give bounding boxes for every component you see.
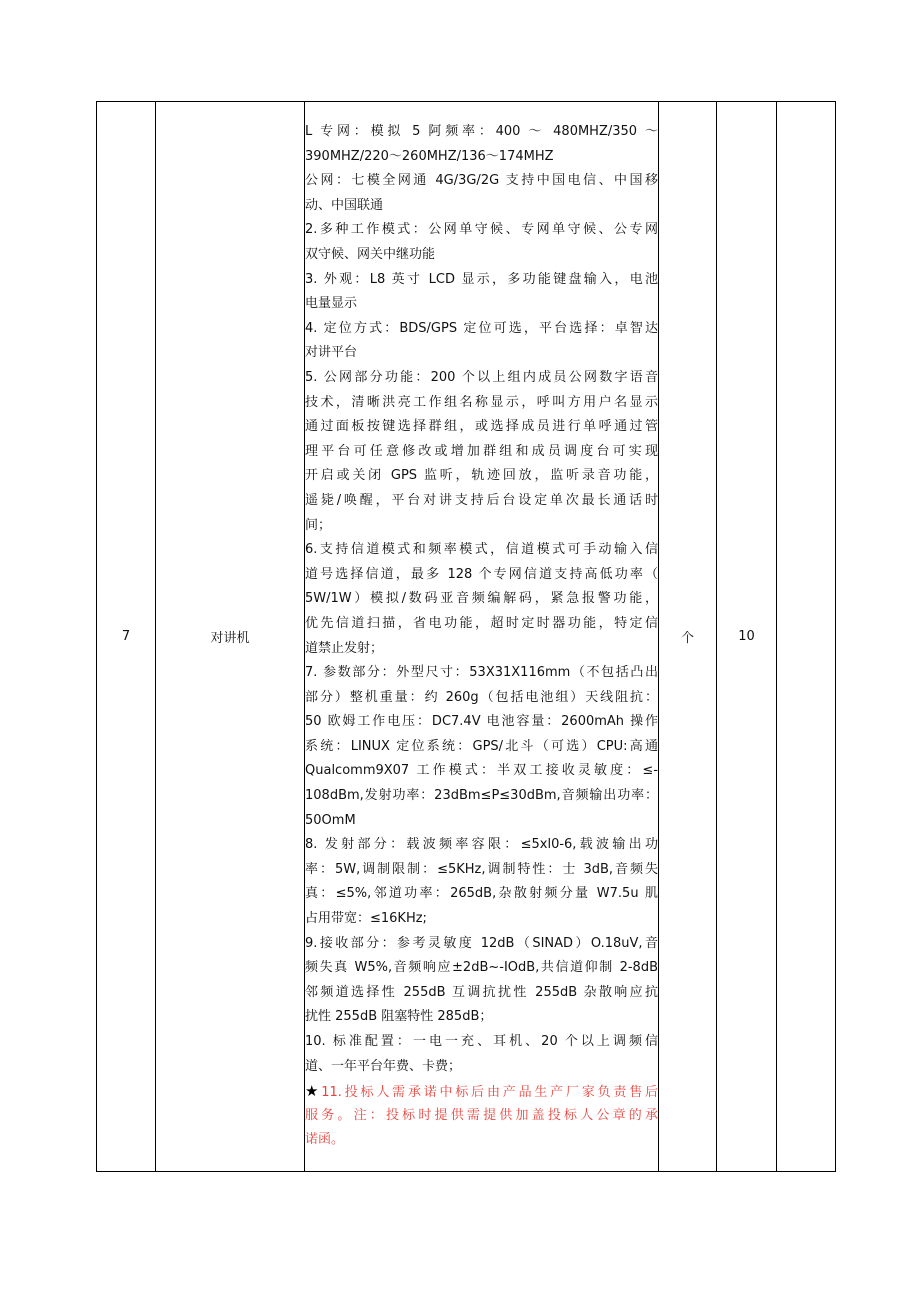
item-number: 7 <box>121 629 131 644</box>
spec-line: Qualcomm9X07 工作模式：半双工接收灵敏度：≤- <box>305 763 658 779</box>
spec-line: 道禁止发射； <box>305 640 384 656</box>
spec-line: 系统：LINUX 定位系统：GPS/北斗（可选）CPU:高通 <box>305 738 658 754</box>
spec-line: 5W/1W）模拟/数码亚音频编解码，紧急报警功能， <box>305 591 658 607</box>
item-name-cell <box>156 102 305 1172</box>
notice-line: ★11.投标人需承诺中标后由产品生产厂家负责售后 <box>305 1082 658 1101</box>
spec-line: 真：≤5%,邻道功率：265dB,杂散射频分量 W7.5u 肌 <box>305 886 658 902</box>
spec-line: 双守候、网关中继功能 <box>305 247 436 262</box>
spec-line: 公网：七模全网通 4G/3G/2G 支持中国电信、中国移 <box>305 173 658 189</box>
spec-line: 50OmM <box>305 812 356 828</box>
spec-text <box>305 120 658 1079</box>
spec-line: 间； <box>305 517 332 533</box>
procurement-spec-table <box>96 101 836 1172</box>
spec-line: 电量显示 <box>305 296 358 312</box>
spec-line: 50 欧姆工作电压：DC7.4V 电池容量：2600mAh 操作 <box>305 714 658 730</box>
notice-line: 服务。注：投标时提供需提供加盖投标人公章的承 <box>305 1107 658 1123</box>
spec-line: 390MHZ/220～260MHZ/136～174MHZ <box>305 148 554 164</box>
spec-line: 扰性 255dB 阻塞特性 285dB； <box>305 1009 493 1025</box>
spec-line: 对讲平台 <box>305 345 358 361</box>
spec-line: 邻频道选择性 255dB 互调抗扰性 255dB 杂散响应抗 <box>305 984 658 1000</box>
notice-line: 诺函。 <box>305 1132 345 1148</box>
spec-line: 7. 参数部分：外型尺寸：53X31X116mm（不包括凸出 <box>305 665 658 681</box>
spec-line: 2.多种工作模式：公网单守候、专网单守候、公专网 <box>305 222 658 238</box>
spec-line: 遥毙/唤醒，平台对讲支持后台设定单次最长通话时 <box>305 492 658 508</box>
spec-line: 道、一年平台年费、卡费； <box>305 1058 462 1074</box>
spec-line: 优先信道扫描，省电功能，超时定时器功能，特定信 <box>305 615 658 631</box>
quantity-cell <box>717 102 777 1172</box>
spec-line: 部分）整机重量：约 260g（包括电池组）天线阻抗： <box>305 689 658 705</box>
spec-line: 理平台可任意修改或增加群组和成员调度台可实现 <box>305 443 658 459</box>
item-name: 对讲机 <box>210 631 250 646</box>
spec-line: 技术，清晰洪亮工作组名称显示，呼叫方用户名显示 <box>305 394 658 410</box>
table-row <box>97 102 836 1172</box>
spec-line: 108dBm,发射功率：23dBm≤P≤30dBm,音频输出功率： <box>305 788 658 804</box>
spec-line: 道号选择信道，最多 128 个专网信道支持高低功率（ <box>305 566 658 582</box>
spec-line: 9.接收部分：参考灵敏度 12dB（SINAD）O.18uV,音 <box>305 935 658 951</box>
spec-line: 10. 标准配置：一电一充、耳机、20 个以上调频信 <box>305 1034 658 1049</box>
item-quantity: 10 <box>738 629 755 644</box>
unit-cell <box>659 102 717 1172</box>
star-icon: ★ <box>305 1082 322 1101</box>
spec-line: 4. 定位方式：BDS/GPS 定位可选，平台选择：卓智达 <box>305 320 658 336</box>
spec-line: 率：5W,调制限制：≤5KHz,调制特性：士 3dB,音频失 <box>305 861 658 877</box>
spec-line: 频失真 W5%,音频响应±2dB~-IOdB,共信道仰制 2-8dB <box>305 960 658 976</box>
spec-cell <box>305 102 659 1172</box>
remarks-cell <box>777 102 836 1172</box>
spec-line: 8. 发射部分：载波频率容限：≤5xl0-6,载波输出功 <box>305 837 658 853</box>
spec-line: L 专网：模拟 5 阿频率：400 ～ 480MHZ/350 ～ <box>305 124 658 140</box>
item-unit: 个 <box>680 631 694 646</box>
spec-line: 开启或关闭 GPS 监听，轨迹回放，监听录音功能， <box>305 468 658 484</box>
notice-text <box>305 1079 658 1153</box>
spec-line: 动、中国联通 <box>305 197 384 213</box>
spec-line: 占用带宽：≤16KHz; <box>305 911 427 927</box>
spec-line: 3. 外观：L8 英寸 LCD 显示，多功能键盘输入，电池 <box>305 271 658 287</box>
spec-line: 6.支持信道模式和频率模式，信道模式可手动输入信 <box>305 542 658 558</box>
spec-line: 通过面板按键选择群组，或选择成员进行单呼通过管 <box>305 419 658 435</box>
item-number-cell <box>97 102 156 1172</box>
spec-line: 5. 公网部分功能：200 个以上组内成员公网数字语音 <box>305 369 658 385</box>
